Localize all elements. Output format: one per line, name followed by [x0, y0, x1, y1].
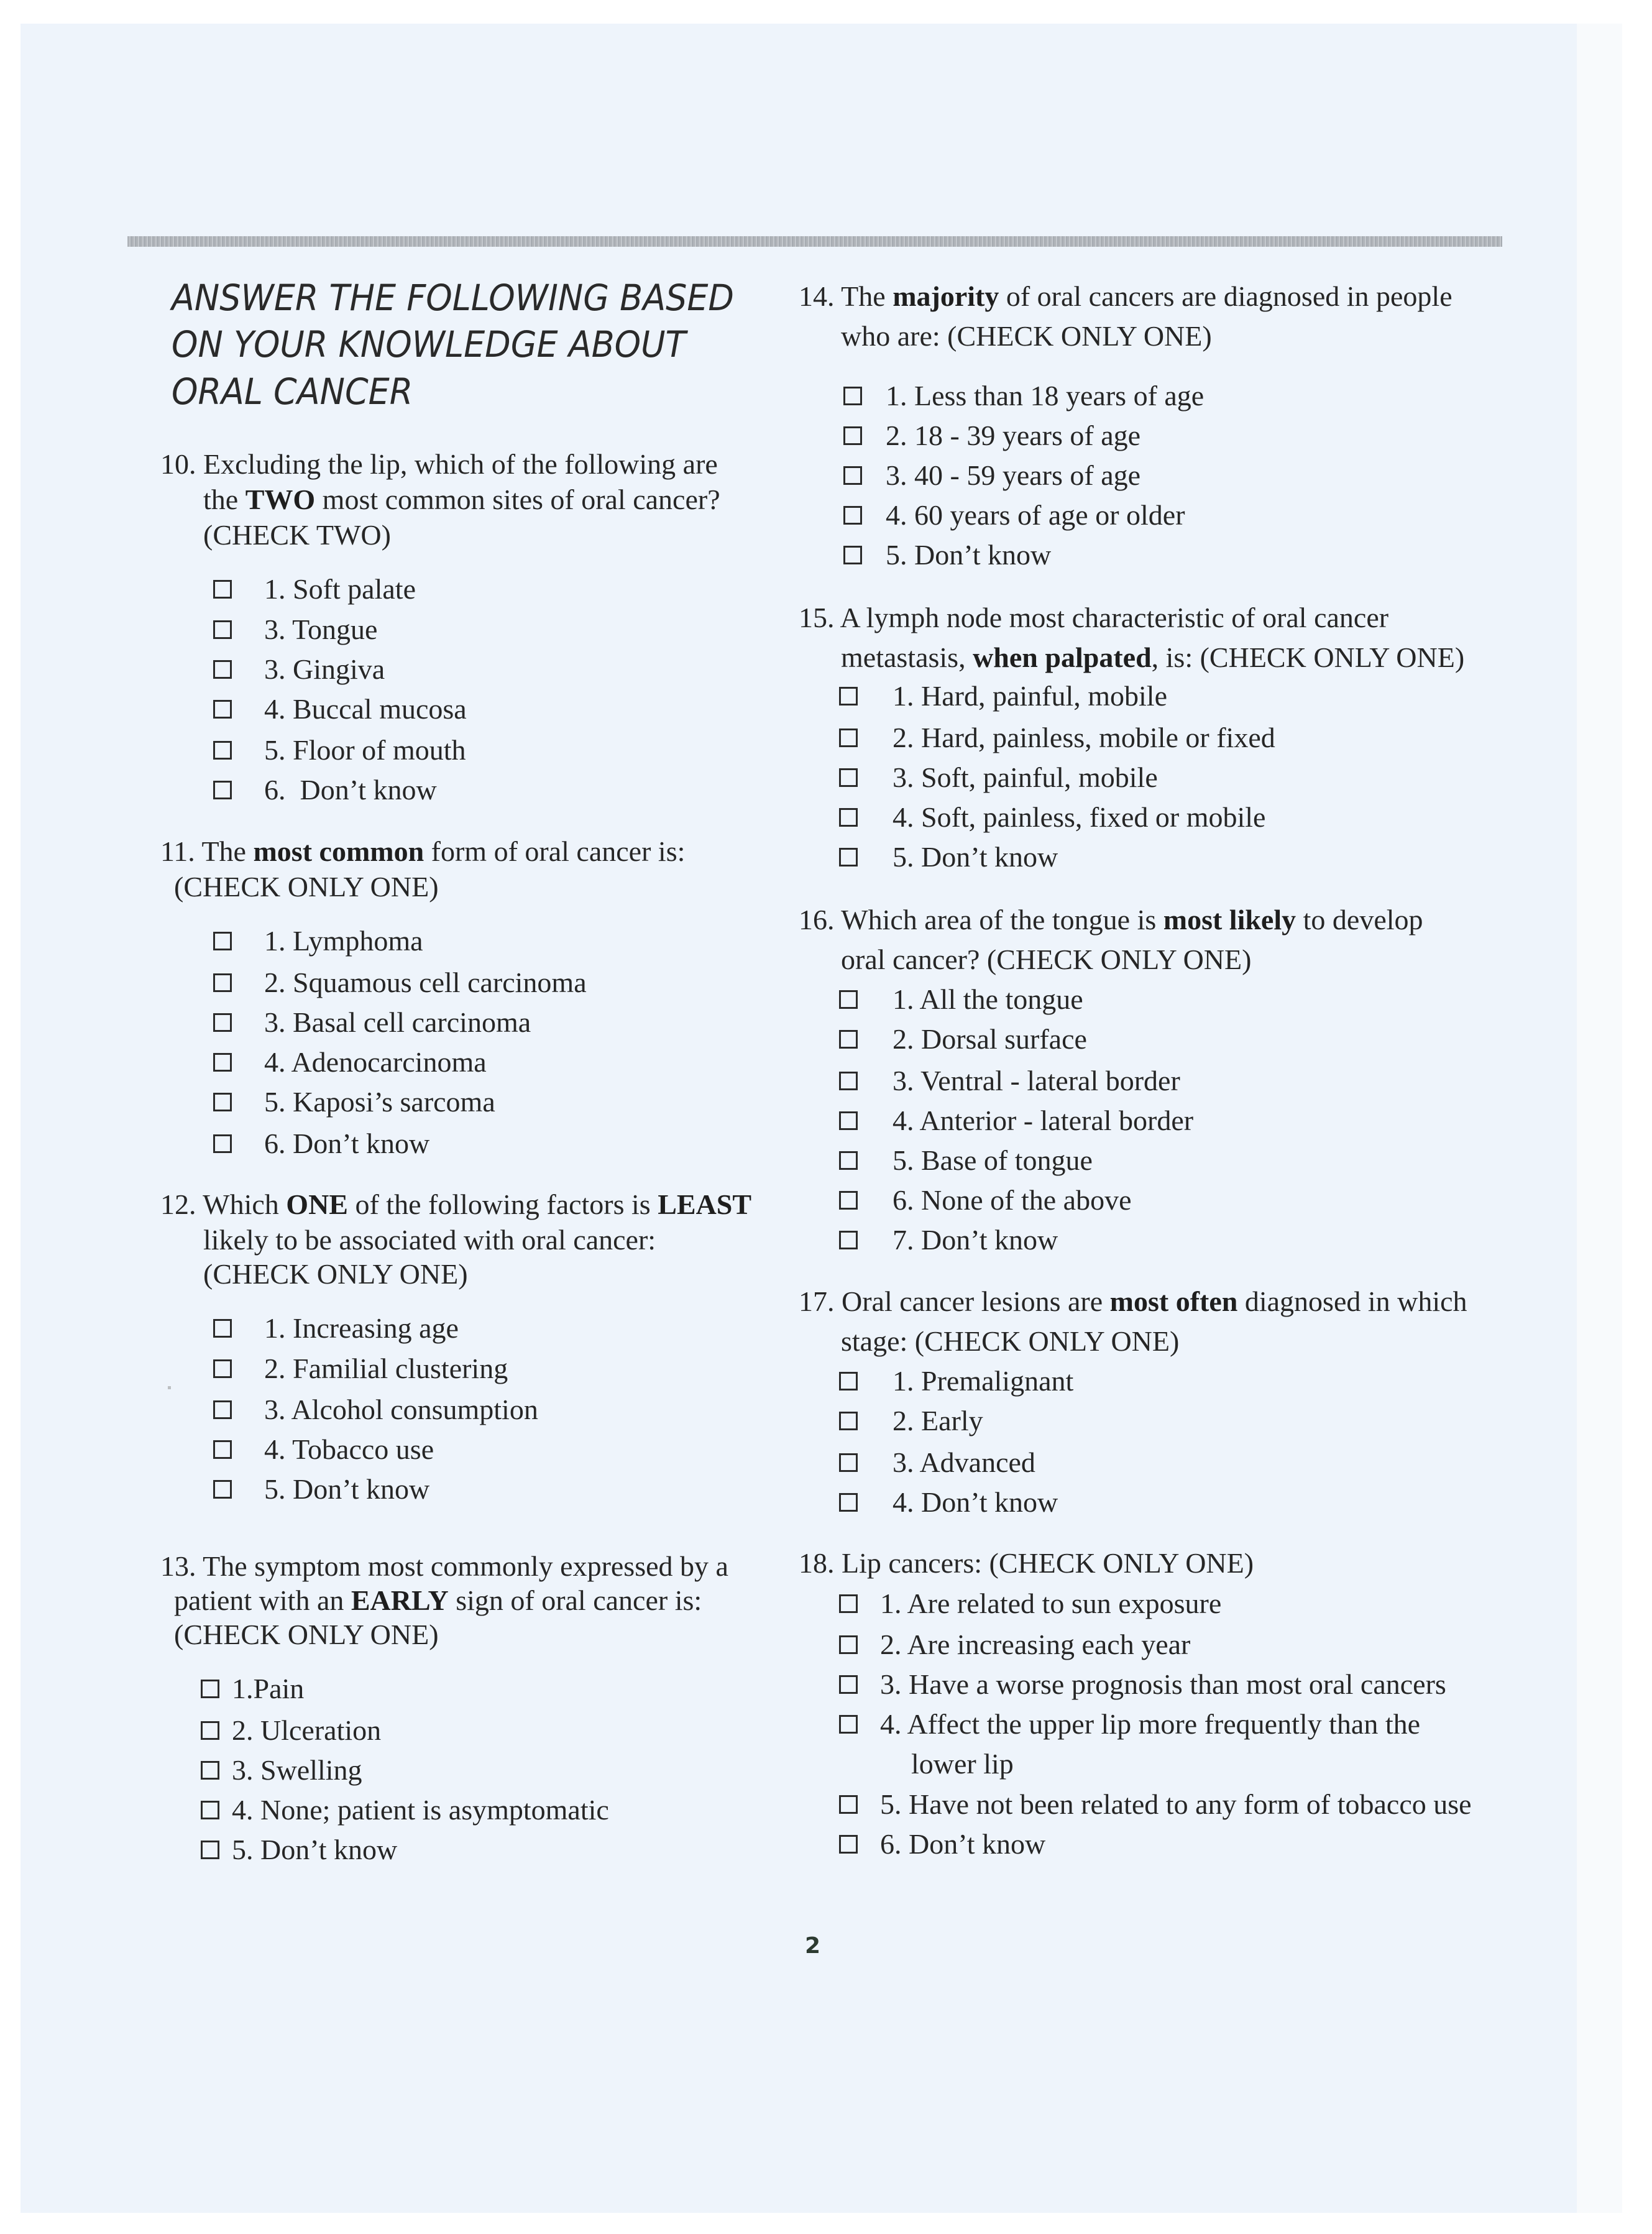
checkbox[interactable] [839, 768, 858, 787]
checkbox[interactable] [839, 1835, 858, 1854]
checkbox[interactable] [839, 729, 858, 747]
question-text [799, 1282, 1467, 1322]
text-segment: to develop [1296, 904, 1423, 935]
checkbox[interactable] [839, 1493, 858, 1512]
option-label: 4. Don’t know [893, 1486, 1058, 1518]
text-segment: the [203, 484, 246, 515]
emphasis: most often [1109, 1285, 1238, 1317]
question-instruction: (CHECK ONLY ONE) [174, 1619, 439, 1650]
checkbox[interactable] [201, 1841, 219, 1859]
checkbox[interactable] [213, 620, 232, 639]
option-label: 6. None of the above [893, 1184, 1132, 1216]
checkbox[interactable] [213, 973, 232, 992]
question-text: 18. Lip cancers: (CHECK ONLY ONE) [799, 1547, 1254, 1579]
option-label: 3. Swelling [232, 1754, 362, 1786]
option-label: 4. 60 years of age or older [886, 499, 1185, 531]
checkbox[interactable] [213, 741, 232, 760]
text-segment: most common sites of oral cancer? [315, 484, 720, 515]
option-label: 5. Don’t know [264, 1473, 430, 1505]
emphasis: TWO [245, 484, 316, 515]
option-label: 1. Hard, painful, mobile [893, 680, 1168, 712]
option-label: 2. 18 - 39 years of age [886, 420, 1141, 451]
text-segment: of the following factors is [347, 1188, 658, 1220]
checkbox[interactable] [839, 1111, 858, 1130]
checkbox[interactable] [839, 1795, 858, 1814]
checkbox[interactable] [213, 932, 232, 950]
checkbox[interactable] [839, 1453, 858, 1472]
checkbox[interactable] [839, 848, 858, 866]
option-label: 5. Don’t know [232, 1834, 398, 1865]
checkbox[interactable] [213, 1440, 232, 1459]
text-segment: 12. Which [160, 1188, 287, 1220]
checkbox[interactable] [839, 1715, 858, 1734]
question-text [841, 638, 1464, 678]
option-label: 4. Soft, painless, fixed or mobile [893, 801, 1266, 833]
option-label: 1. Increasing age [264, 1312, 459, 1344]
option-label: 3. 40 - 59 years of age [886, 459, 1141, 491]
option-label: 5. Base of tongue [893, 1144, 1093, 1176]
option-label: 4. Anterior - lateral border [893, 1105, 1194, 1136]
question-instruction: (CHECK TWO) [203, 519, 391, 551]
checkbox[interactable] [213, 1093, 232, 1111]
option-label: 6. Don’t know [880, 1828, 1046, 1860]
text-segment: sign of oral cancer is: [448, 1584, 702, 1616]
text-segment: patient with an [174, 1584, 351, 1616]
checkbox[interactable] [843, 466, 862, 485]
checkbox[interactable] [843, 506, 862, 525]
checkbox[interactable] [201, 1721, 219, 1740]
option-label: 2. Are increasing each year [880, 1629, 1191, 1660]
text-segment: of oral cancers are diagnosed in people [999, 280, 1452, 312]
checkbox[interactable] [213, 1134, 232, 1153]
scan-speck [168, 1386, 171, 1389]
section-heading-line-3: ORAL CANCER [172, 370, 413, 413]
question-text [203, 480, 720, 520]
checkbox[interactable] [843, 546, 862, 564]
checkbox[interactable] [201, 1801, 219, 1819]
option-label: 2. Early [893, 1405, 983, 1436]
option-label: 3. Gingiva [264, 653, 385, 685]
emphasis: majority [893, 280, 999, 312]
checkbox[interactable] [839, 1675, 858, 1694]
option-label: 3. Soft, painful, mobile [893, 761, 1158, 793]
section-heading-line-1: ANSWER THE FOLLOWING BASED [172, 277, 734, 319]
option-label: 6. Don’t know [264, 1128, 430, 1159]
emphasis: most likely [1163, 904, 1296, 935]
option-label-continuation: lower lip [911, 1748, 1014, 1780]
option-label: 5. Don’t know [893, 841, 1058, 873]
checkbox[interactable] [839, 1635, 858, 1654]
option-label: 2. Dorsal surface [893, 1023, 1087, 1055]
option-label: 1.Pain [232, 1673, 305, 1704]
checkbox[interactable] [839, 687, 858, 706]
question-text [160, 832, 685, 871]
emphasis: LEAST [658, 1188, 752, 1220]
option-label: 7. Don’t know [893, 1224, 1058, 1256]
checkbox[interactable] [213, 700, 232, 719]
checkbox[interactable] [839, 1191, 858, 1210]
question-text [799, 900, 1423, 940]
section-heading-line-2: ON YOUR KNOWLEDGE ABOUT [172, 323, 686, 365]
checkbox[interactable] [213, 1053, 232, 1072]
checkbox[interactable] [839, 1030, 858, 1049]
option-label: 1. Less than 18 years of age [886, 380, 1205, 411]
option-label: 1. Lymphoma [264, 925, 423, 957]
question-text [160, 1185, 751, 1225]
text-segment: 16. Which area of the tongue is [799, 904, 1163, 935]
emphasis: most common [253, 835, 424, 867]
text-segment: 14. The [799, 280, 893, 312]
option-label: 3. Have a worse prognosis than most oral cancers [880, 1668, 1446, 1700]
option-label: 2. Ulceration [232, 1714, 382, 1746]
checkbox[interactable] [839, 808, 858, 827]
question-text: likely to be associated with oral cancer: [203, 1224, 656, 1256]
question-instruction: oral cancer? (CHECK ONLY ONE) [841, 944, 1252, 975]
option-label: 3. Alcohol consumption [264, 1394, 538, 1425]
option-label: 4. Tobacco use [264, 1433, 434, 1465]
checkbox[interactable] [839, 1412, 858, 1430]
option-label: 5. Have not been related to any form of tobacco use [880, 1788, 1472, 1820]
checkbox[interactable] [839, 1231, 858, 1249]
checkbox[interactable] [201, 1680, 219, 1698]
question-text: 15. A lymph node most characteristic of oral cancer [799, 602, 1389, 633]
checkbox[interactable] [213, 1013, 232, 1032]
checkbox[interactable] [213, 1480, 232, 1499]
question-instruction: (CHECK ONLY ONE) [174, 871, 439, 903]
text-segment: 11. The [160, 835, 254, 867]
text-segment: diagnosed in which [1237, 1285, 1467, 1317]
question-text: 10. Excluding the lip, which of the following are [160, 448, 718, 480]
text-segment: , is: (CHECK ONLY ONE) [1151, 641, 1465, 673]
option-label: 2. Hard, painless, mobile or fixed [893, 722, 1275, 753]
emphasis: EARLY [351, 1584, 449, 1616]
checkbox[interactable] [213, 1359, 232, 1378]
checkbox[interactable] [839, 990, 858, 1009]
checkbox[interactable] [839, 1594, 858, 1613]
checkbox[interactable] [839, 1372, 858, 1391]
checkbox[interactable] [843, 387, 862, 405]
page-edge [1577, 24, 1622, 2213]
option-label: 3. Basal cell carcinoma [264, 1006, 531, 1038]
option-label: 4. None; patient is asymptomatic [232, 1794, 609, 1826]
emphasis: when palpated [973, 641, 1152, 673]
checkbox[interactable] [213, 1400, 232, 1419]
question-instruction: who are: (CHECK ONLY ONE) [841, 320, 1212, 352]
text-segment: form of oral cancer is: [424, 835, 686, 867]
checkbox[interactable] [839, 1151, 858, 1170]
checkbox[interactable] [213, 1319, 232, 1338]
option-label: 1. Premalignant [893, 1365, 1074, 1397]
page-number: 2 [805, 1933, 821, 1959]
checkbox[interactable] [843, 426, 862, 445]
checkbox[interactable] [213, 781, 232, 799]
option-label: 5. Kaposi’s sarcoma [264, 1086, 495, 1118]
option-label: 4. Adenocarcinoma [264, 1046, 487, 1078]
question-text [799, 277, 1452, 316]
option-label: 3. Ventral - lateral border [893, 1065, 1180, 1096]
question-instruction: stage: (CHECK ONLY ONE) [841, 1325, 1180, 1357]
header-rule [127, 236, 1502, 247]
checkbox[interactable] [839, 1072, 858, 1090]
checkbox[interactable] [213, 660, 232, 679]
checkbox[interactable] [213, 580, 232, 599]
option-label: 4. Affect the upper lip more frequently than the [880, 1708, 1421, 1740]
checkbox[interactable] [201, 1761, 219, 1780]
text-segment: 17. Oral cancer lesions are [799, 1285, 1110, 1317]
option-label: 2. Familial clustering [264, 1353, 508, 1384]
option-label: 1. Soft palate [264, 573, 416, 605]
option-label: 3. Advanced [893, 1446, 1035, 1478]
emphasis: ONE [286, 1188, 348, 1220]
option-label: 5. Don’t know [886, 539, 1052, 571]
option-label: 2. Squamous cell carcinoma [264, 967, 587, 998]
option-label: 1. All the tongue [893, 983, 1083, 1015]
option-label: 3. Tongue [264, 614, 378, 645]
option-label: 6. Don’t know [264, 774, 437, 806]
option-label: 1. Are related to sun exposure [880, 1588, 1222, 1619]
question-instruction: (CHECK ONLY ONE) [203, 1258, 468, 1290]
option-label: 5. Floor of mouth [264, 734, 466, 766]
text-segment: metastasis, [841, 641, 973, 673]
option-label: 4. Buccal mucosa [264, 693, 467, 725]
question-text: 13. The symptom most commonly expressed by a [160, 1550, 728, 1582]
